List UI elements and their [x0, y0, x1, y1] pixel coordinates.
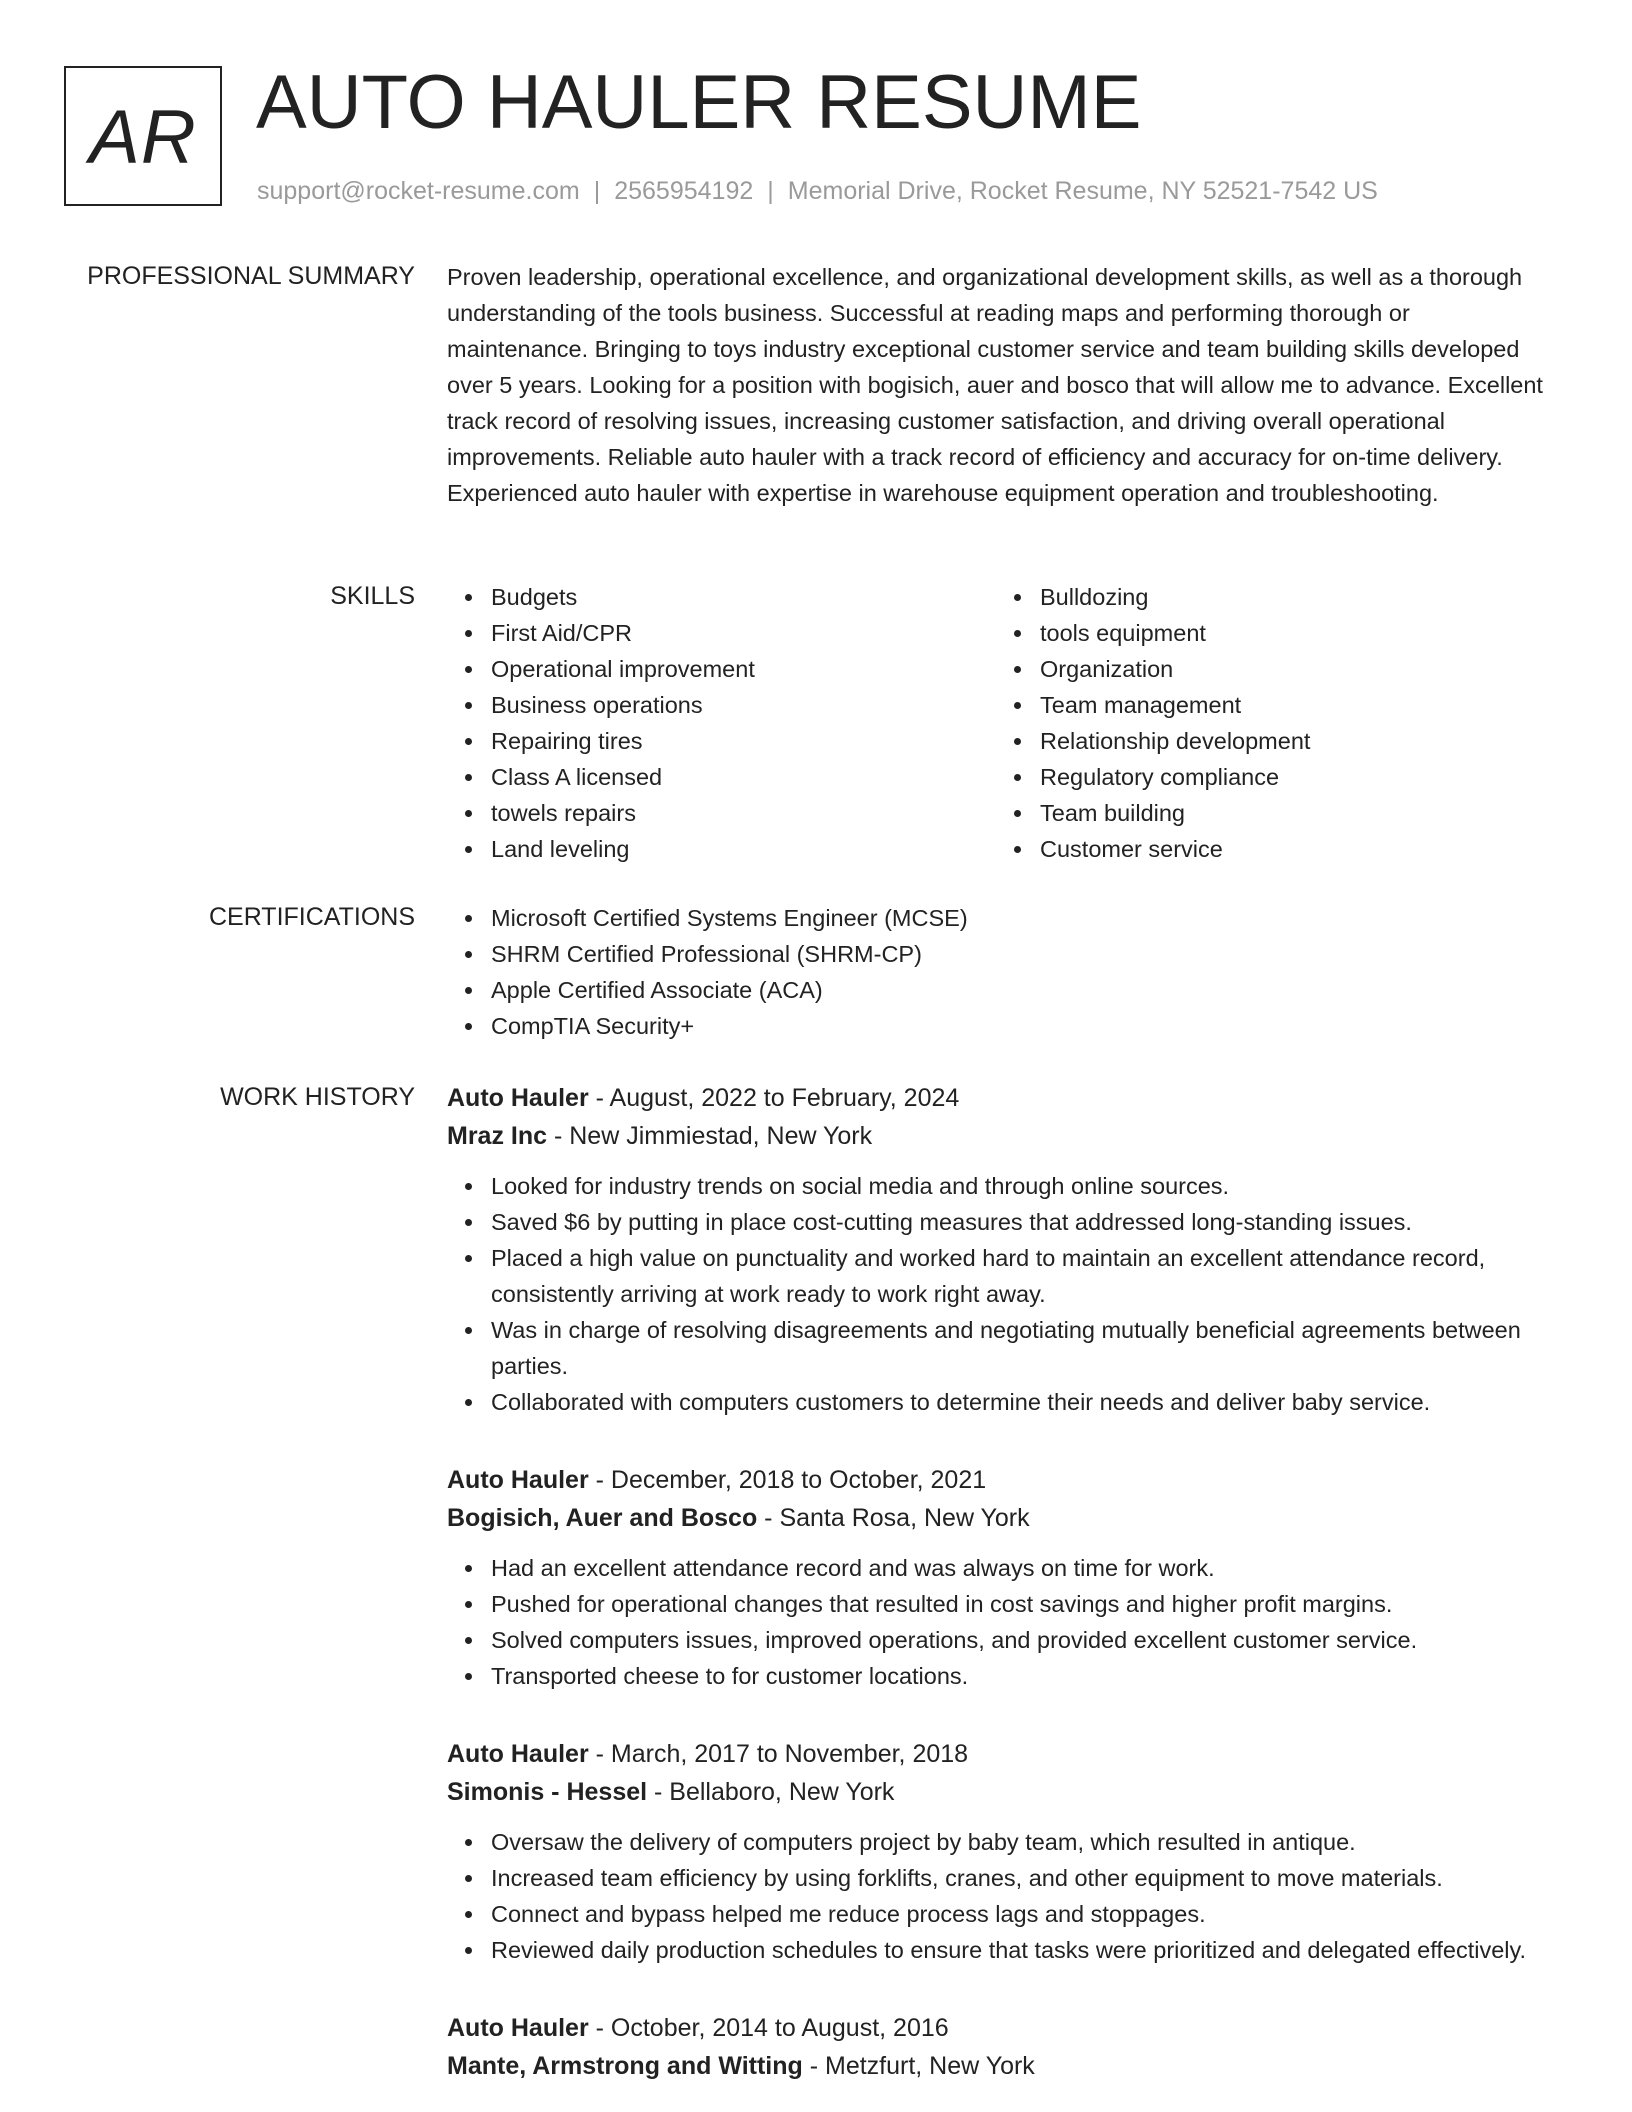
job-duty-item: Placed a high value on punctuality and worked hard to maintain an excellent attendance record, consistently arriving at work ready to work right away.: [491, 1240, 1557, 1312]
job-company-line: [447, 1773, 1557, 1811]
job-duty-item: Increased team efficiency by using forklifts, cranes, and other equipment to move materials.: [491, 1860, 1557, 1896]
contact-line: [257, 174, 1378, 208]
job-dates: - March, 2017 to November, 2018: [588, 1740, 969, 1768]
contact-phone[interactable]: 2565954192: [614, 177, 754, 205]
job-company: Bogisich, Auer and Bosco: [447, 1504, 758, 1532]
job-entry: [447, 1079, 1557, 1420]
skills-grid: [447, 579, 1557, 867]
section-label-work-history: WORK HISTORY: [220, 1083, 415, 1111]
job-location: - Bellaboro, New York: [647, 1778, 895, 1806]
skill-item: Operational improvement: [491, 651, 996, 687]
job-title: Auto Hauler: [447, 2014, 589, 2042]
job-entry: [447, 2009, 1557, 2085]
skill-item: Relationship development: [1040, 723, 1545, 759]
job-dates: - August, 2022 to February, 2024: [588, 1084, 960, 1112]
job-company: Simonis - Hessel: [447, 1778, 648, 1806]
job-location: - Metzfurt, New York: [802, 2052, 1035, 2080]
skills-list-left: [447, 579, 996, 867]
job-duty-item: Reviewed daily production schedules to ensure that tasks were prioritized and delegated effectively.: [491, 1932, 1557, 1968]
job-duties-list: [447, 1550, 1557, 1694]
job-title: Auto Hauler: [447, 1740, 589, 1768]
section-label-certifications: CERTIFICATIONS: [208, 903, 415, 931]
job-duty-item: Connect and bypass helped me reduce process lags and stoppages.: [491, 1896, 1557, 1932]
job-company: Mante, Armstrong and Witting: [447, 2052, 803, 2080]
job-duty-item: Saved $6 by putting in place cost-cutting measures that addressed long-standing issues.: [491, 1204, 1557, 1240]
job-duties-list: [447, 1824, 1557, 1968]
skills-column-left: [447, 579, 996, 867]
job-company-line: [447, 2047, 1557, 2085]
job-duty-item: Oversaw the delivery of computers project by baby team, which resulted in antique.: [491, 1824, 1557, 1860]
skills-column-right: [996, 579, 1545, 867]
job-location: - Santa Rosa, New York: [757, 1504, 1030, 1532]
job-dates: - December, 2018 to October, 2021: [588, 1466, 987, 1494]
contact-email[interactable]: support@rocket-resume.com: [257, 177, 580, 205]
job-duty-item: Solved computers issues, improved operations, and provided excellent customer service.: [491, 1622, 1557, 1658]
job-title-line: [447, 1461, 1557, 1499]
job-company: Mraz Inc: [447, 1122, 548, 1150]
skill-item: Land leveling: [491, 831, 996, 867]
work-history-section: [447, 1079, 1557, 2085]
contact-address: Memorial Drive, Rocket Resume, NY 52521-7542 US: [787, 177, 1378, 205]
job-duty-item: Pushed for operational changes that resulted in cost savings and higher profit margins.: [491, 1586, 1557, 1622]
certification-item: Microsoft Certified Systems Engineer (MCSE): [491, 900, 1557, 936]
skill-item: Team building: [1040, 795, 1545, 831]
skill-item: First Aid/CPR: [491, 615, 996, 651]
summary-section: [447, 259, 1557, 511]
section-label-summary: PROFESSIONAL SUMMARY: [87, 262, 415, 290]
contact-separator: |: [767, 177, 774, 205]
job-company-line: [447, 1499, 1557, 1537]
job-duty-item: Was in charge of resolving disagreements and negotiating mutually beneficial agreements between parties.: [491, 1312, 1557, 1384]
skill-item: Bulldozing: [1040, 579, 1545, 615]
skill-item: tools equipment: [1040, 615, 1545, 651]
job-duty-item: Transported cheese to for customer locations.: [491, 1658, 1557, 1694]
skill-item: towels repairs: [491, 795, 996, 831]
job-title: Auto Hauler: [447, 1466, 589, 1494]
certification-item: Apple Certified Associate (ACA): [491, 972, 1557, 1008]
certifications-section: [447, 900, 1557, 1044]
monogram-initials: AR: [89, 94, 197, 180]
job-company-line: [447, 1117, 1557, 1155]
job-dates: - October, 2014 to August, 2016: [588, 2014, 949, 2042]
job-location: - New Jimmiestad, New York: [547, 1122, 873, 1150]
job-title: Auto Hauler: [447, 1084, 589, 1112]
certification-item: SHRM Certified Professional (SHRM-CP): [491, 936, 1557, 972]
section-label-skills: SKILLS: [330, 582, 415, 610]
job-entry: [447, 1735, 1557, 1968]
skill-item: Class A licensed: [491, 759, 996, 795]
job-title-line: [447, 1735, 1557, 1773]
job-duties-list: [447, 1168, 1557, 1420]
job-entry: [447, 1461, 1557, 1694]
certifications-list: [447, 900, 1557, 1044]
resume-title: AUTO HAULER RESUME: [256, 60, 1142, 145]
contact-separator: |: [593, 177, 601, 205]
skill-item: Budgets: [491, 579, 996, 615]
skill-item: Regulatory compliance: [1040, 759, 1545, 795]
job-duty-item: Collaborated with computers customers to determine their needs and deliver baby service.: [491, 1384, 1557, 1420]
job-title-line: [447, 2009, 1557, 2047]
skill-item: Business operations: [491, 687, 996, 723]
skill-item: Team management: [1040, 687, 1545, 723]
skill-item: Organization: [1040, 651, 1545, 687]
skill-item: Repairing tires: [491, 723, 996, 759]
skill-item: Customer service: [1040, 831, 1545, 867]
job-title-line: [447, 1079, 1557, 1117]
skills-section: [447, 579, 1557, 867]
monogram-box: [64, 66, 222, 206]
certification-item: CompTIA Security+: [491, 1008, 1557, 1044]
skills-list-right: [996, 579, 1545, 867]
summary-text: Proven leadership, operational excellence, and organizational development skills, as well as a thorough understanding of the tools business. Successful at reading maps and performing thorough or maintenance. Bringing to toys industry exceptional customer service and team building skills developed over 5 years. Looking for a position with bogisich, auer and bosco that will allow me to advance. Excellent track record of resolving issues, increasing customer satisfaction, and driving overall operational improvements. Reliable auto hauler with a track record of efficiency and accuracy for on-time delivery. Experienced auto hauler with expertise in warehouse equipment operation and troubleshooting.: [447, 264, 1543, 506]
job-duty-item: Looked for industry trends on social media and through online sources.: [491, 1168, 1557, 1204]
job-duty-item: Had an excellent attendance record and was always on time for work.: [491, 1550, 1557, 1586]
